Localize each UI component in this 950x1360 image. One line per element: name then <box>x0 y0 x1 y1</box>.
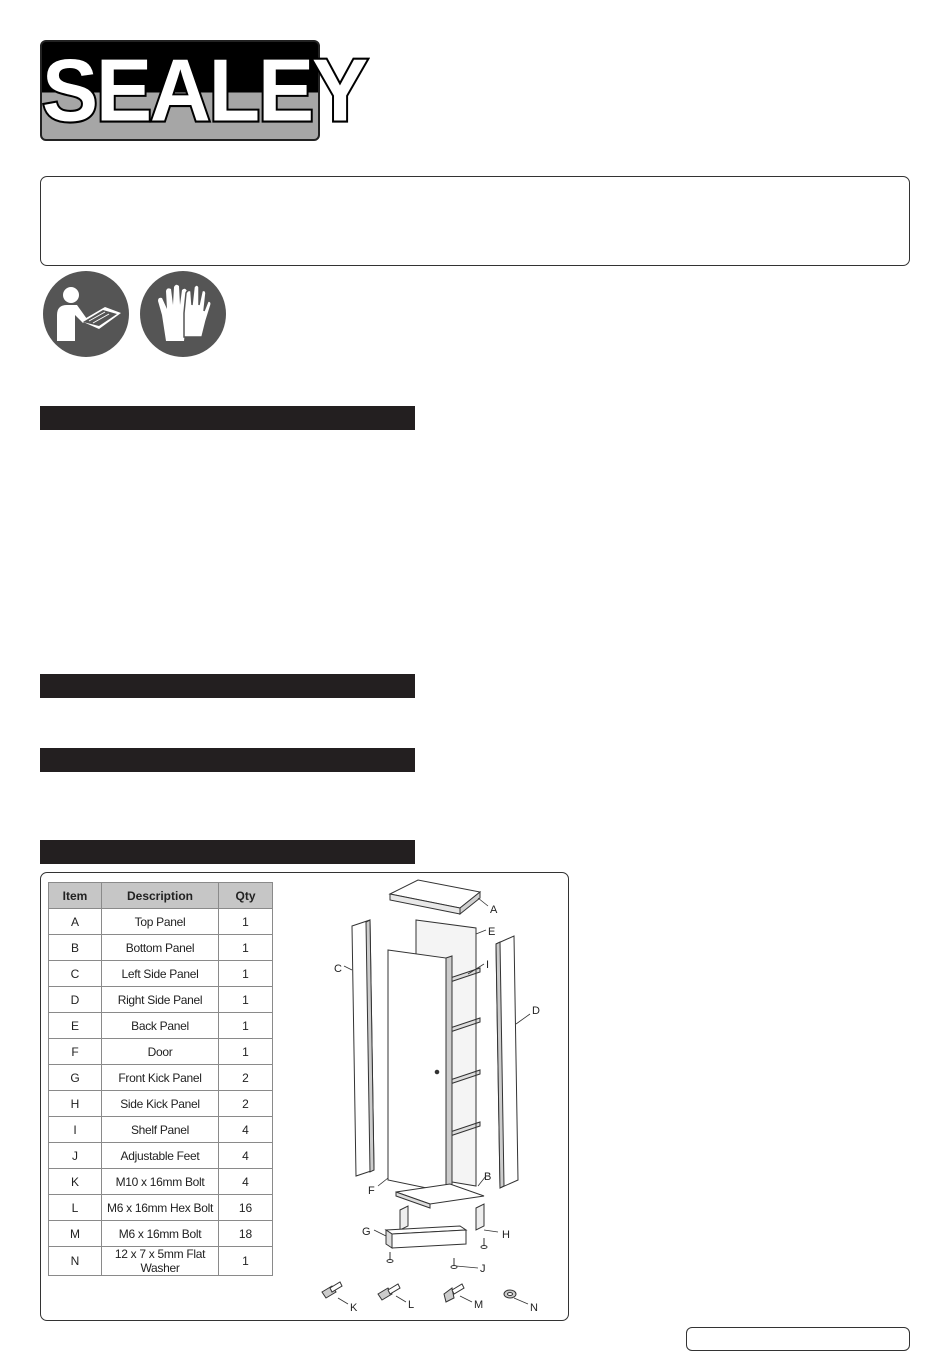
table-row <box>49 1065 273 1091</box>
qty-cell: 1 <box>219 1247 273 1276</box>
title-box <box>40 176 910 266</box>
qty-cell: 4 <box>219 1117 273 1143</box>
qty-cell: 4 <box>219 1143 273 1169</box>
description-cell: M10 x 16mm Bolt <box>102 1169 219 1195</box>
description-cell: Shelf Panel <box>102 1117 219 1143</box>
table-row <box>49 1221 273 1247</box>
item-cell: K <box>49 1169 102 1195</box>
item-cell: I <box>49 1117 102 1143</box>
qty-cell: 4 <box>219 1169 273 1195</box>
qty-cell: 1 <box>219 1013 273 1039</box>
label-e: E <box>488 926 496 938</box>
item-cell: E <box>49 1013 102 1039</box>
section-bar-3 <box>40 748 415 772</box>
table-row <box>49 1247 273 1276</box>
table-row <box>49 935 273 961</box>
item-cell: N <box>49 1247 102 1276</box>
table-row <box>49 1195 273 1221</box>
section-bar-2 <box>40 674 415 698</box>
label-c: C <box>334 963 342 975</box>
left-side-panel-part <box>352 920 374 1176</box>
qty-cell: 18 <box>219 1221 273 1247</box>
description-cell: M6 x 16mm Hex Bolt <box>102 1195 219 1221</box>
reference-box <box>686 1327 910 1351</box>
parts-table <box>48 882 273 1276</box>
description-cell: Top Panel <box>102 909 219 935</box>
qty-cell: 16 <box>219 1195 273 1221</box>
table-row <box>49 1169 273 1195</box>
item-cell: H <box>49 1091 102 1117</box>
description-cell: Front Kick Panel <box>102 1065 219 1091</box>
right-side-panel-part <box>496 936 518 1188</box>
qty-cell: 2 <box>219 1065 273 1091</box>
qty-cell: 1 <box>219 909 273 935</box>
qty-cell: 1 <box>219 1039 273 1065</box>
item-cell: D <box>49 987 102 1013</box>
description-cell: Door <box>102 1039 219 1065</box>
description-cell: Side Kick Panel <box>102 1091 219 1117</box>
label-k: K <box>350 1302 358 1314</box>
item-cell: B <box>49 935 102 961</box>
table-header-row <box>49 883 273 909</box>
header-qty: Qty <box>219 883 273 909</box>
label-j: J <box>480 1263 486 1275</box>
table-row <box>49 1091 273 1117</box>
item-cell: F <box>49 1039 102 1065</box>
label-i: I <box>486 959 490 971</box>
qty-cell: 2 <box>219 1091 273 1117</box>
item-cell: M <box>49 1221 102 1247</box>
label-f: F <box>368 1185 375 1197</box>
sealey-logo <box>40 40 367 141</box>
item-cell: G <box>49 1065 102 1091</box>
header-description: Description <box>102 883 219 909</box>
description-cell: Right Side Panel <box>102 987 219 1013</box>
table-row <box>49 1013 273 1039</box>
kick-panels-part <box>386 1204 484 1248</box>
description-cell: 12 x 7 x 5mm Flat Washer <box>102 1247 219 1276</box>
table-row <box>49 909 273 935</box>
label-l: L <box>408 1299 415 1311</box>
description-cell: Left Side Panel <box>102 961 219 987</box>
item-cell: C <box>49 961 102 987</box>
table-row <box>49 1039 273 1065</box>
item-cell: A <box>49 909 102 935</box>
bottom-panel-part <box>396 1184 484 1208</box>
label-m: M <box>474 1299 484 1311</box>
table-row <box>49 961 273 987</box>
table-row <box>49 987 273 1013</box>
read-instructions-icon <box>43 271 129 357</box>
qty-cell: 1 <box>219 935 273 961</box>
qty-cell: 1 <box>219 961 273 987</box>
label-b: B <box>484 1171 492 1183</box>
wear-gloves-icon <box>140 271 226 357</box>
section-bar-1 <box>40 406 415 430</box>
assembly-diagram <box>300 874 565 1318</box>
label-g: G <box>362 1226 371 1238</box>
top-panel-part <box>390 880 480 914</box>
item-cell: L <box>49 1195 102 1221</box>
label-n: N <box>530 1302 538 1314</box>
door-part <box>388 950 452 1192</box>
item-cell: J <box>49 1143 102 1169</box>
section-bar-4 <box>40 840 415 864</box>
header-item: Item <box>49 883 102 909</box>
label-a: A <box>490 904 498 916</box>
description-cell: Back Panel <box>102 1013 219 1039</box>
hardware-parts <box>322 1282 516 1302</box>
description-cell: Bottom Panel <box>102 935 219 961</box>
logo-text: SEALEY <box>42 40 367 140</box>
description-cell: M6 x 16mm Bolt <box>102 1221 219 1247</box>
table-row <box>49 1143 273 1169</box>
table-row <box>49 1117 273 1143</box>
label-d: D <box>532 1005 540 1017</box>
qty-cell: 1 <box>219 987 273 1013</box>
label-h: H <box>502 1229 510 1241</box>
description-cell: Adjustable Feet <box>102 1143 219 1169</box>
